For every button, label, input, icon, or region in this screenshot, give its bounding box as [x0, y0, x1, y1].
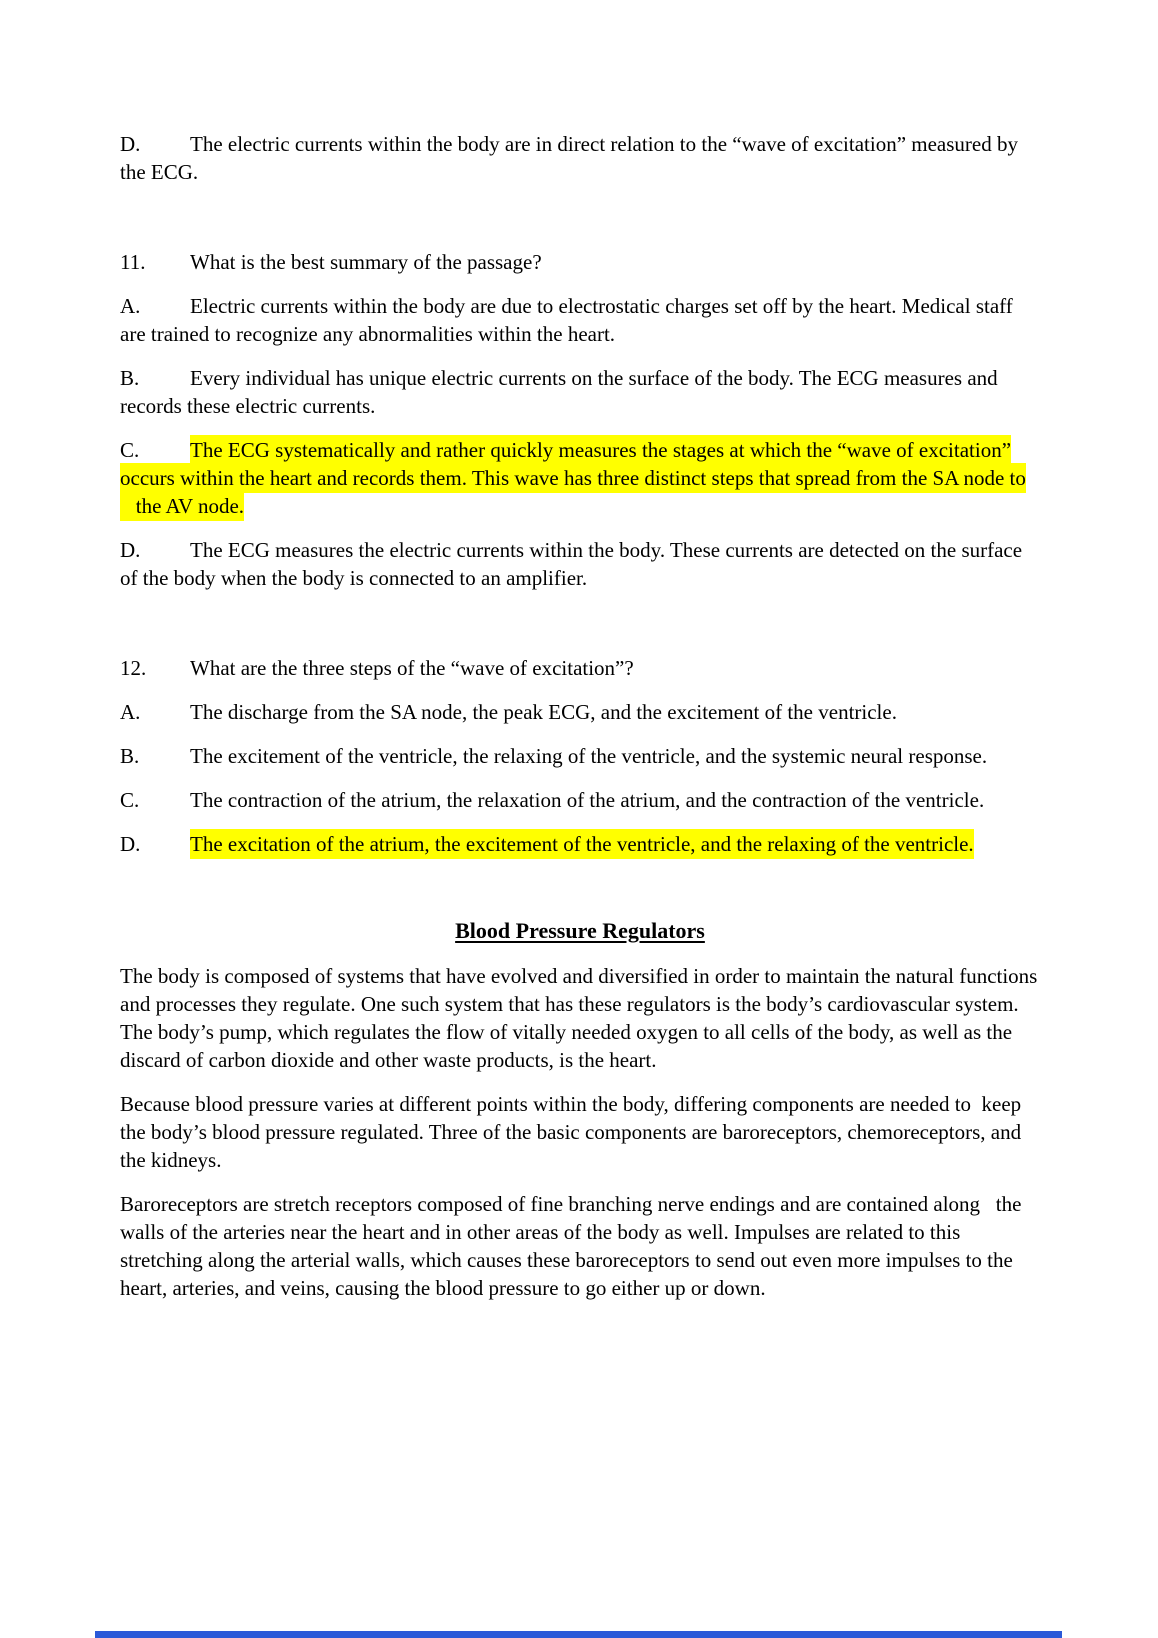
answer-option-row	[120, 536, 1040, 592]
question-row	[120, 654, 1040, 682]
option-letter: C.	[120, 438, 140, 462]
answer-option-row	[120, 292, 1040, 348]
answer-option-row	[120, 742, 1040, 770]
option-letter: C.	[120, 788, 140, 812]
highlighted-option-text: The ECG systematically and rather quickly measures the stages at which the “wave of excitation” occurs within the heart and records them. This wave has three distinct steps that spread from the SA node to the AV node.	[120, 435, 1026, 521]
option-text: The ECG measures the electric currents within the body. These currents are detected on the surface of the body when the body is connected to an amplifier.	[120, 538, 1023, 590]
option-letter: A.	[120, 700, 141, 724]
section-heading: Blood Pressure Regulators	[455, 918, 705, 943]
option-text: The discharge from the SA node, the peak ECG, and the excitement of the ventricle.	[190, 700, 897, 724]
answer-option-row	[120, 698, 1040, 726]
question-row	[120, 248, 1040, 276]
option-text: Every individual has unique electric currents on the surface of the body. The ECG measures and records these electric currents.	[120, 366, 998, 418]
option-letter: B.	[120, 366, 140, 390]
option-text: Electric currents within the body are due to electrostatic charges set off by the heart. Medical staff are trained to recognize any abnormalities within the heart.	[120, 294, 1013, 346]
question-text: What are the three steps of the “wave of excitation”?	[190, 656, 634, 680]
answer-option-row	[120, 786, 1040, 814]
question-number: 11.	[120, 250, 146, 274]
option-text: The excitement of the ventricle, the relaxing of the ventricle, and the systemic neural response.	[190, 744, 988, 768]
option-letter: D.	[120, 538, 141, 562]
option-text: The contraction of the atrium, the relaxation of the atrium, and the contraction of the ventricle.	[190, 788, 985, 812]
option-letter: D.	[120, 832, 141, 856]
question-text: What is the best summary of the passage?	[190, 250, 542, 274]
body-paragraph	[120, 962, 1040, 1074]
bottom-blue-strip	[95, 1631, 1062, 1638]
paragraph-text: The body is composed of systems that have evolved and diversified in order to maintain the natural functions and processes they regulate. One such system that has these regulators is the body’s cardiovascular system. The body’s pump, which regulates the flow of vitally needed oxygen to all cells of the body, as well as the discard of carbon dioxide and other waste products, is the heart.	[120, 964, 1038, 1072]
option-text: The electric currents within the body are in direct relation to the “wave of excitation” measured by the ECG.	[120, 132, 1018, 184]
answer-option-row	[120, 364, 1040, 420]
question-number: 12.	[120, 656, 147, 680]
body-paragraph	[120, 1190, 1040, 1302]
answer-option-row	[120, 130, 1040, 186]
body-paragraph	[120, 1090, 1040, 1174]
document-content	[120, 0, 1040, 1318]
paragraph-text: Because blood pressure varies at different points within the body, differing components are needed to keep the body’s blood pressure regulated. Three of the basic components are baroreceptors, chemoreceptors, and the kidneys.	[120, 1092, 1022, 1172]
answer-option-row	[120, 830, 1040, 858]
option-letter: B.	[120, 744, 140, 768]
option-letter: D.	[120, 132, 141, 156]
answer-option-row	[120, 436, 1040, 520]
option-letter: A.	[120, 294, 141, 318]
paragraph-text: Baroreceptors are stretch receptors composed of fine branching nerve endings and are contained along the walls of the arteries near the heart and in other areas of the body as well. Impulses are related to this stretching along the arterial walls, which causes these baroreceptors to send out even more impulses to the heart, arteries, and veins, causing the blood pressure to go either up or down.	[120, 1192, 1022, 1300]
highlighted-option-text: The excitation of the atrium, the excitement of the ventricle, and the relaxing of the ventricle.	[190, 829, 974, 859]
